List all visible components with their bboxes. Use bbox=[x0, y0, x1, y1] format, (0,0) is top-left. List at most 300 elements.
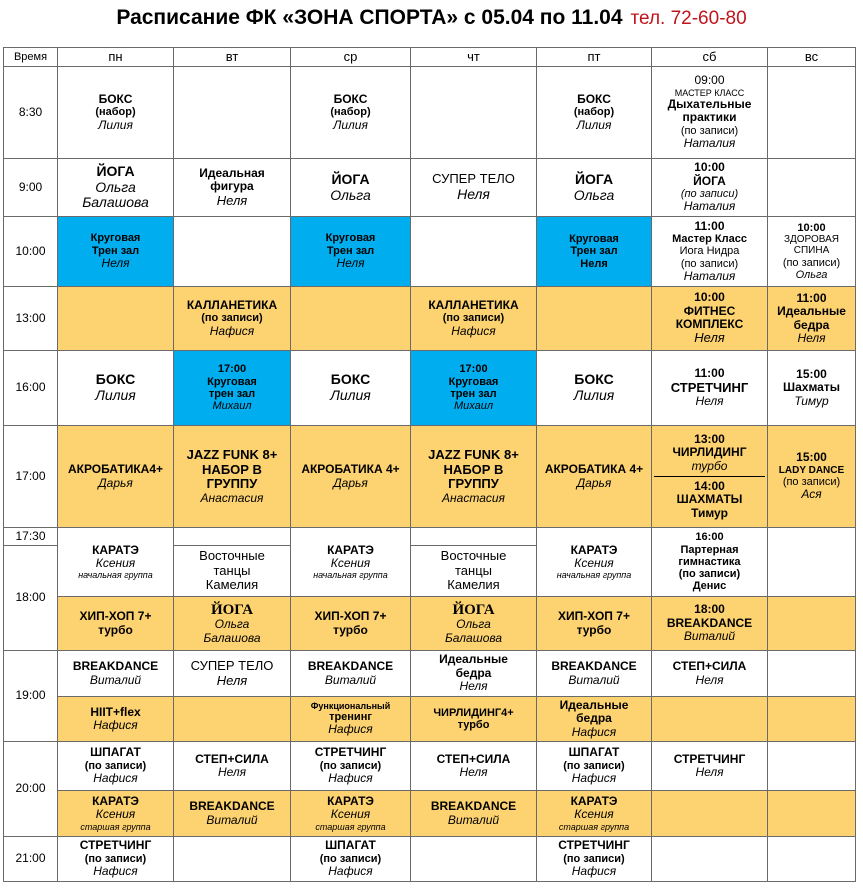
class-title: трен зал bbox=[208, 388, 256, 400]
class-cell-sat-0900 bbox=[651, 158, 768, 217]
class-cell-wed-2000-b bbox=[290, 790, 411, 837]
time-label: 8:30 bbox=[18, 104, 43, 119]
class-cell-thu-0830 bbox=[410, 66, 537, 159]
trainer-name: Неля bbox=[459, 679, 488, 694]
class-title: ХИП-ХОП 7+ bbox=[79, 609, 152, 624]
class-time: 09:00 bbox=[694, 73, 725, 88]
class-cell-fri-0830 bbox=[536, 66, 652, 159]
class-title: Трен зал bbox=[326, 244, 375, 257]
trainer-name: Неля bbox=[216, 672, 248, 688]
class-cell-sun-1600 bbox=[767, 350, 856, 426]
class-cell-tue-1800-a bbox=[173, 545, 291, 597]
class-note: турбо bbox=[333, 622, 368, 637]
trainer-name: Лилия bbox=[573, 387, 615, 403]
class-title: КАЛЛАНЕТИКА bbox=[186, 297, 278, 312]
trainer-name: Ксения bbox=[574, 555, 614, 570]
class-cell-fri-1600 bbox=[536, 350, 652, 426]
class-cell-thu-1900-b bbox=[410, 696, 537, 742]
time-1300 bbox=[3, 286, 58, 351]
trainer-name: Ксения bbox=[330, 807, 371, 822]
day-label: сб bbox=[702, 48, 717, 64]
trainer-name: Ольга bbox=[795, 268, 828, 281]
class-title: BREAKDANCE bbox=[189, 799, 275, 814]
class-title: СТРЕТЧИНГ bbox=[673, 751, 746, 766]
class-note: (по записи) bbox=[319, 759, 382, 772]
trainer-name: Наталия bbox=[683, 199, 736, 214]
class-title: СТРЕТЧИНГ bbox=[314, 745, 387, 760]
class-cell-thu-2000-b bbox=[410, 790, 537, 837]
class-cell-wed-1000 bbox=[290, 216, 411, 287]
class-cell-fri-1800-b bbox=[536, 596, 652, 651]
time-label: 19:00 bbox=[15, 688, 46, 703]
trainer-name: Неля bbox=[694, 330, 725, 346]
class-cell-sun-1300 bbox=[767, 286, 856, 351]
class-cell-sun-1800-b bbox=[767, 596, 856, 651]
class-time: 10:00 bbox=[694, 160, 725, 175]
class-note: начальная группа bbox=[556, 570, 632, 581]
class-cell-thu-0900 bbox=[410, 158, 537, 217]
class-cell-fri-1800-a bbox=[536, 527, 652, 597]
class-title: Идеальные бедра bbox=[777, 304, 846, 332]
class-title: СПИНА bbox=[793, 245, 830, 257]
trainer-name: Нафися bbox=[451, 323, 496, 338]
class-cell-mon-2000-b bbox=[57, 790, 174, 837]
schedule-table bbox=[3, 47, 856, 882]
trainer-name: Нафися bbox=[328, 771, 373, 786]
class-note: старшая группа bbox=[558, 821, 630, 832]
class-cell-mon-1800-a bbox=[57, 527, 174, 597]
class-title: ШАХМАТЫ bbox=[676, 492, 743, 507]
class-cell-sat-0830 bbox=[651, 66, 768, 159]
class-cell-thu-1730 bbox=[410, 527, 537, 546]
class-note: старшая группа bbox=[80, 821, 151, 832]
trainer-name: Неля bbox=[695, 672, 724, 687]
divider-line bbox=[654, 476, 765, 477]
class-note: начальная группа bbox=[313, 570, 388, 581]
trainer-name: Балашова bbox=[203, 630, 261, 645]
class-cell-thu-2100 bbox=[410, 836, 537, 882]
class-note: (по записи) bbox=[680, 124, 739, 137]
class-time: 11:00 bbox=[694, 366, 725, 381]
class-cell-sat-1700 bbox=[651, 425, 768, 528]
day-label: вт bbox=[225, 48, 239, 64]
class-title: ФИТНЕС КОМПЛЕКС bbox=[675, 303, 744, 331]
time-1700 bbox=[3, 425, 58, 528]
class-title: BREAKDANCE bbox=[307, 659, 394, 674]
time-900 bbox=[3, 158, 58, 217]
class-note: (по записи) bbox=[782, 475, 841, 488]
class-title: трен зал bbox=[450, 388, 497, 400]
class-cell-wed-1800-a bbox=[290, 527, 411, 597]
class-title: БОКС bbox=[574, 371, 614, 388]
trainer-name: Неля bbox=[797, 330, 826, 345]
class-title: КАРАТЭ bbox=[92, 794, 139, 809]
class-cell-thu-1900-a bbox=[410, 650, 537, 697]
trainer-name: Михаил bbox=[453, 400, 494, 413]
class-time: 15:00 bbox=[796, 366, 827, 381]
class-cell-wed-1900-b bbox=[290, 696, 411, 742]
class-note: МАСТЕР КЛАСС bbox=[674, 87, 745, 98]
class-title: ЗДОРОВАЯ bbox=[783, 234, 840, 246]
class-cell-sat-2000-b bbox=[651, 790, 768, 837]
class-note: (набор) bbox=[95, 106, 136, 119]
class-title: ШПАГАТ bbox=[568, 745, 620, 760]
trainer-name: Лилия bbox=[98, 117, 133, 132]
class-cell-wed-1600 bbox=[290, 350, 411, 426]
trainer-name: Балашова bbox=[82, 194, 149, 211]
class-cell-mon-2100 bbox=[57, 836, 174, 882]
class-time: 14:00 bbox=[694, 479, 725, 493]
class-cell-fri-0900 bbox=[536, 158, 652, 217]
class-title: Идеальные bbox=[559, 697, 629, 712]
time-2000 bbox=[3, 741, 58, 837]
class-cell-sun-0900 bbox=[767, 158, 856, 217]
trainer-name: Неля bbox=[217, 765, 247, 779]
trainer-name: Виталий bbox=[206, 812, 258, 827]
header-time bbox=[3, 47, 58, 67]
class-title: ЙОГА bbox=[693, 173, 726, 188]
trainer-name: Камелия bbox=[205, 577, 259, 593]
class-cell-tue-1600 bbox=[173, 350, 291, 426]
class-note: (по записи) bbox=[680, 257, 739, 270]
class-note: (по записи) bbox=[84, 852, 147, 865]
class-title: ГРУППУ bbox=[448, 476, 499, 492]
class-time: 15:00 bbox=[796, 450, 827, 465]
trainer-name: Анастасия bbox=[442, 490, 505, 505]
time-label: 16:00 bbox=[15, 380, 46, 395]
trainer-name: Ася bbox=[801, 487, 822, 502]
time-1600 bbox=[3, 350, 58, 426]
class-cell-tue-1800-b bbox=[173, 596, 291, 651]
class-cell-tue-2000-b bbox=[173, 790, 291, 837]
trainer-name: Ольга bbox=[456, 617, 491, 632]
trainer-name: Неля bbox=[459, 765, 488, 779]
time-label: 18:00 bbox=[15, 590, 46, 605]
trainer-name: Нафися bbox=[93, 771, 138, 786]
day-label: пт bbox=[587, 48, 601, 64]
class-cell-fri-2000-a bbox=[536, 741, 652, 791]
trainer-name: Ксения bbox=[574, 807, 614, 822]
class-title: Круговая bbox=[569, 233, 619, 246]
class-cell-fri-1000 bbox=[536, 216, 652, 287]
trainer-name: Нафися bbox=[93, 864, 138, 879]
class-title: ЙОГА bbox=[574, 170, 614, 187]
class-cell-fri-1900-b bbox=[536, 696, 652, 742]
class-cell-tue-2100 bbox=[173, 836, 291, 882]
trainer-name: Балашова bbox=[444, 630, 503, 645]
trainer-name: Дарья bbox=[576, 475, 612, 490]
trainer-name: Тимур bbox=[794, 393, 829, 408]
time-1900 bbox=[3, 650, 58, 742]
class-cell-wed-1800-b bbox=[290, 596, 411, 651]
trainer-name: Неля bbox=[457, 185, 490, 202]
trainer-name: Ольга bbox=[573, 186, 615, 203]
day-label: ср bbox=[343, 48, 358, 64]
class-title: Восточные bbox=[199, 548, 265, 564]
time-1730 bbox=[3, 527, 58, 546]
class-time: 10:00 bbox=[694, 290, 725, 305]
class-note: турбо bbox=[576, 622, 612, 637]
trainer-name: Неля bbox=[695, 765, 724, 779]
class-cell-wed-2000-a bbox=[290, 741, 411, 791]
header-day-tue bbox=[173, 47, 291, 67]
class-title: БОКС bbox=[98, 91, 133, 106]
class-cell-mon-1300 bbox=[57, 286, 174, 351]
class-cell-mon-1900-b bbox=[57, 696, 174, 742]
header-day-sat bbox=[651, 47, 768, 67]
class-time: 17:00 bbox=[459, 363, 488, 376]
trainer-name: Лилия bbox=[95, 387, 136, 403]
trainer-name: Нафися bbox=[328, 722, 373, 737]
class-title: Круговая bbox=[325, 232, 376, 245]
time-label: 17:00 bbox=[15, 468, 46, 483]
class-cell-sat-2000-a bbox=[651, 741, 768, 791]
class-cell-fri-2100 bbox=[536, 836, 652, 882]
class-time: 13:00 bbox=[694, 431, 725, 446]
class-title: Восточные bbox=[440, 548, 507, 564]
class-cell-sat-1900-b bbox=[651, 696, 768, 742]
class-title: гимнастика bbox=[678, 555, 741, 568]
class-time: 10:00 bbox=[797, 221, 826, 234]
trainer-name: Ксения bbox=[95, 807, 136, 822]
class-title: ЙОГА bbox=[210, 601, 254, 618]
time-2100 bbox=[3, 836, 58, 882]
class-title: BREAKDANCE bbox=[551, 659, 637, 674]
trainer-name: Анастасия bbox=[200, 490, 264, 505]
class-title: КАРАТЭ bbox=[327, 794, 374, 809]
class-cell-sun-1800-a bbox=[767, 527, 856, 597]
class-title: Идеальная фигура bbox=[199, 165, 265, 194]
class-note: (по записи) bbox=[563, 759, 625, 772]
class-cell-mon-1600 bbox=[57, 350, 174, 426]
trainer-name: Ольга bbox=[95, 178, 136, 195]
class-cell-tue-1730 bbox=[173, 527, 291, 546]
class-cell-mon-1800-b bbox=[57, 596, 174, 651]
time-830 bbox=[3, 66, 58, 159]
class-cell-tue-2000-a bbox=[173, 741, 291, 791]
class-cell-wed-1700 bbox=[290, 425, 411, 528]
class-title: LADY DANCE bbox=[778, 464, 845, 476]
trainer-name: Ольга bbox=[330, 186, 371, 203]
class-title: JAZZ FUNK 8+ bbox=[186, 446, 278, 462]
title-text: Расписание ФК «ЗОНА СПОРТА» с 05.04 по 11.04 bbox=[116, 6, 623, 29]
class-title: ГРУППУ bbox=[206, 476, 258, 492]
class-title: Круговая bbox=[90, 232, 141, 245]
class-title: BREAKDANCE bbox=[430, 799, 517, 814]
class-cell-sat-1900-a bbox=[651, 650, 768, 697]
header-day-sun bbox=[767, 47, 856, 67]
class-title: Круговая bbox=[448, 375, 499, 388]
class-cell-sun-1700 bbox=[767, 425, 856, 528]
class-title: танцы bbox=[454, 562, 492, 578]
class-title: ЧИРЛИДИНГ bbox=[672, 445, 747, 460]
trainer-name: Наталия bbox=[683, 268, 736, 283]
trainer-name: Ксения bbox=[95, 555, 136, 570]
class-cell-mon-2000-a bbox=[57, 741, 174, 791]
class-title: БОКС bbox=[330, 371, 371, 388]
class-title: Дыхательные практики bbox=[667, 96, 752, 125]
trainer-name: Виталий bbox=[683, 629, 736, 644]
class-title: СТРЕТЧИНГ bbox=[79, 838, 152, 853]
header-day-mon bbox=[57, 47, 174, 67]
class-title: СТЕП+СИЛА bbox=[436, 751, 511, 766]
class-title: тренинг bbox=[329, 711, 372, 724]
class-title: Круговая bbox=[207, 375, 257, 388]
class-title: СТРЕТЧИНГ bbox=[558, 838, 630, 853]
time-label: 10:00 bbox=[15, 243, 46, 258]
time-label: 9:00 bbox=[18, 179, 43, 194]
class-title: БОКС bbox=[95, 371, 136, 388]
trainer-name: Неля bbox=[216, 192, 248, 208]
class-cell-mon-0900 bbox=[57, 158, 174, 217]
class-title: ХИП-ХОП 7+ bbox=[314, 609, 387, 624]
class-note: (по записи) bbox=[442, 312, 505, 325]
class-cell-wed-0900 bbox=[290, 158, 411, 217]
class-title: ЙОГА bbox=[96, 162, 135, 179]
class-note: турбо bbox=[98, 622, 133, 637]
class-note: (по записи) bbox=[678, 568, 741, 581]
day-label: пн bbox=[108, 48, 123, 64]
class-title: СУПЕР ТЕЛО bbox=[432, 171, 515, 187]
class-cell-fri-1900-a bbox=[536, 650, 652, 697]
time-1800 bbox=[3, 545, 58, 651]
trainer-name: Нафися bbox=[571, 724, 617, 739]
trainer-name: Лилия bbox=[576, 117, 612, 132]
class-note: (по записи) bbox=[782, 256, 841, 269]
class-cell-fri-1300 bbox=[536, 286, 652, 351]
header-day-wed bbox=[290, 47, 411, 67]
trainer-name: Неля bbox=[101, 256, 130, 271]
class-title: бедра bbox=[576, 711, 612, 726]
trainer-name: Виталий bbox=[89, 672, 142, 687]
trainer-name: Наталия bbox=[683, 136, 736, 151]
trainer-name: Ольга bbox=[214, 617, 250, 632]
class-cell-wed-1300 bbox=[290, 286, 411, 351]
class-cell-sat-1000 bbox=[651, 216, 768, 287]
class-cell-wed-2100 bbox=[290, 836, 411, 882]
class-note: (по записи) bbox=[84, 759, 147, 772]
class-title: СТЕП+СИЛА bbox=[195, 751, 269, 766]
class-cell-fri-2000-b bbox=[536, 790, 652, 837]
class-title: Идеальные bbox=[439, 652, 508, 667]
class-cell-mon-0830 bbox=[57, 66, 174, 159]
class-cell-thu-1600 bbox=[410, 350, 537, 426]
day-label: вс bbox=[804, 48, 819, 64]
class-cell-sun-2000-a bbox=[767, 741, 856, 791]
class-cell-sat-2100 bbox=[651, 836, 768, 882]
trainer-name: Неля bbox=[336, 256, 365, 271]
class-note: старшая группа bbox=[315, 821, 386, 832]
class-cell-tue-0900 bbox=[173, 158, 291, 217]
day-label: чт bbox=[467, 48, 480, 64]
class-title: АКРОБАТИКА4+ bbox=[67, 462, 164, 477]
class-cell-tue-1900-a bbox=[173, 650, 291, 697]
class-cell-sun-1000 bbox=[767, 216, 856, 287]
class-time: 11:00 bbox=[694, 218, 725, 233]
class-note: (по записи) bbox=[680, 188, 739, 201]
class-title: КАРАТЭ bbox=[570, 794, 618, 809]
class-title: ХИП-ХОП 7+ bbox=[558, 609, 630, 624]
trainer-name: Виталий bbox=[568, 672, 620, 687]
class-cell-sat-1300 bbox=[651, 286, 768, 351]
class-title: HIIT+flex bbox=[90, 704, 141, 719]
class-cell-sun-0830 bbox=[767, 66, 856, 159]
time-label: 21:00 bbox=[15, 851, 46, 866]
class-title: СТРЕТЧИНГ bbox=[670, 379, 749, 395]
class-cell-tue-1700 bbox=[173, 425, 291, 528]
class-time: 17:00 bbox=[217, 363, 247, 376]
schedule-title bbox=[0, 6, 863, 38]
class-title: Шахматы bbox=[783, 380, 840, 395]
class-cell-thu-1000 bbox=[410, 216, 537, 287]
class-title: ШПАГАТ bbox=[325, 838, 376, 853]
class-note: турбо bbox=[691, 458, 728, 473]
class-cell-sun-2000-b bbox=[767, 790, 856, 837]
trainer-name: Неля bbox=[580, 257, 608, 270]
class-cell-tue-1900-b bbox=[173, 696, 291, 742]
class-cell-wed-1900-a bbox=[290, 650, 411, 697]
class-title: БОКС bbox=[577, 91, 611, 106]
trainer-name: Нафися bbox=[209, 323, 255, 338]
class-cell-tue-0830 bbox=[173, 66, 291, 159]
trainer-name: Лилия bbox=[333, 117, 368, 132]
class-time: 16:00 bbox=[695, 531, 724, 544]
class-title: КАЛЛАНЕТИКА bbox=[428, 297, 519, 312]
trainer-name: Михаил bbox=[212, 400, 252, 413]
trainer-name: Неля bbox=[695, 394, 724, 409]
class-note: (по записи) bbox=[201, 312, 263, 325]
class-note: начальная группа bbox=[78, 570, 153, 581]
time-label: 20:00 bbox=[15, 781, 46, 796]
class-cell-sun-2100 bbox=[767, 836, 856, 882]
class-title: АКРОБАТИКА 4+ bbox=[301, 462, 400, 477]
class-cell-thu-2000-a bbox=[410, 741, 537, 791]
class-cell-mon-1000 bbox=[57, 216, 174, 287]
trainer-name: Виталий bbox=[324, 672, 377, 687]
class-note: Иога Нидра bbox=[679, 245, 740, 258]
class-title: Функциональный bbox=[310, 701, 391, 712]
trainer-name: Нафися bbox=[93, 718, 138, 732]
class-title: бедра bbox=[455, 665, 492, 680]
trainer-name: Лилия bbox=[330, 387, 371, 403]
class-note: (набор) bbox=[573, 106, 615, 119]
class-title: СУПЕР ТЕЛО bbox=[190, 657, 274, 673]
phone-number: тел. 72-60-80 bbox=[630, 8, 747, 29]
class-cell-wed-0830 bbox=[290, 66, 411, 159]
class-title: танцы bbox=[213, 562, 251, 578]
time-1000 bbox=[3, 216, 58, 287]
class-cell-tue-1000 bbox=[173, 216, 291, 287]
class-note: турбо bbox=[457, 719, 490, 731]
trainer-name: Камелия bbox=[447, 577, 500, 593]
class-note: (по записи) bbox=[319, 852, 382, 865]
time-label: 17:30 bbox=[15, 528, 46, 543]
trainer-name: Дарья bbox=[98, 475, 133, 490]
class-title: БОКС bbox=[333, 91, 368, 106]
class-note: (набор) bbox=[330, 106, 371, 119]
class-title: ЧИРЛИДИНГ4+ bbox=[433, 706, 514, 719]
class-time: 18:00 bbox=[694, 602, 725, 617]
class-title: Трен зал bbox=[570, 245, 618, 258]
class-time: 11:00 bbox=[796, 290, 827, 305]
class-title: НАБОР В bbox=[202, 461, 262, 477]
class-title: Партерная bbox=[680, 543, 739, 556]
class-title: BREAKDANCE bbox=[72, 659, 159, 674]
class-title: ШПАГАТ bbox=[90, 745, 141, 760]
trainer-name: Нафися bbox=[571, 771, 617, 786]
class-cell-mon-1900-a bbox=[57, 650, 174, 697]
class-title: ЙОГА bbox=[452, 601, 495, 618]
